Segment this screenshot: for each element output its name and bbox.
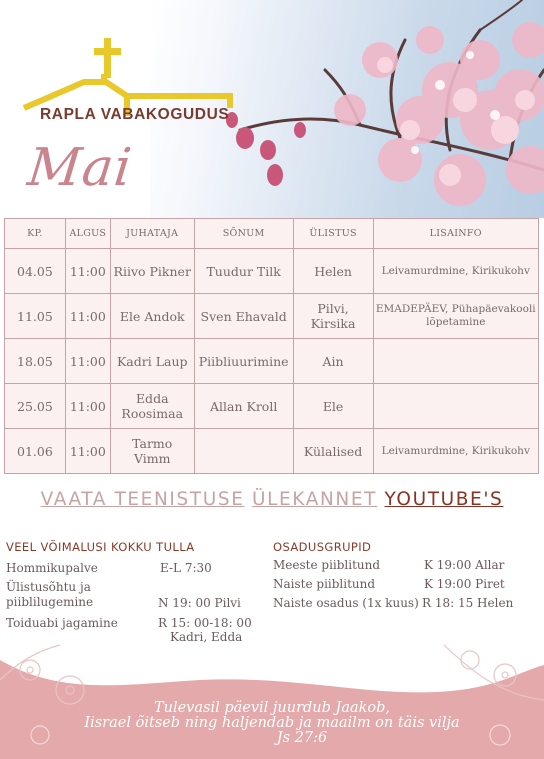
- column-header-leader: JUHATAJA: [110, 219, 194, 249]
- cell-date: 01.06: [5, 429, 66, 474]
- youtube-text-part2: ÜLEKANNET: [251, 489, 378, 510]
- cell-message: [194, 429, 293, 474]
- cell-date: 11.05: [5, 294, 66, 339]
- table-row: [5, 294, 539, 339]
- meeting-name: Toiduabi jagamine: [6, 616, 118, 630]
- cell-start: 11:00: [65, 429, 110, 474]
- youtube-text-part1: VAATA TEENISTUSE: [40, 489, 245, 510]
- cell-start: 11:00: [65, 249, 110, 294]
- column-header-info: LISAINFO: [373, 219, 538, 249]
- cell-worship: Helen: [293, 249, 373, 294]
- group-time: K 19:00 Allar: [424, 558, 505, 572]
- cell-date: 25.05: [5, 384, 66, 429]
- cell-start: 11:00: [65, 339, 110, 384]
- meeting-name: Ülistusõhtu ja piiblilugemine: [6, 580, 94, 609]
- meeting-people: Kadri, Edda: [170, 630, 243, 644]
- cell-start: 11:00: [65, 294, 110, 339]
- cell-leader: Riivo Pikner: [110, 249, 194, 294]
- table-row: [5, 339, 539, 384]
- cell-message: Sven Ehavald: [194, 294, 293, 339]
- group-name: Naiste osadus (1x kuus): [273, 596, 419, 610]
- group-time: K 19:00 Piret: [424, 577, 505, 591]
- cell-leader: Tarmo Vimm: [110, 429, 194, 474]
- cell-worship: Pilvi, Kirsika: [293, 294, 373, 339]
- cell-worship: Külalised: [293, 429, 373, 474]
- cell-info: [373, 339, 538, 384]
- group-name: Naiste piiblitund: [273, 577, 376, 591]
- verse-reference: Js 27:6: [276, 730, 328, 746]
- cell-info: Leivamurdmine, Kirikukohv: [373, 429, 538, 474]
- verse-line-2: Iisrael õitseb ning haljendab ja maailm on täis vilja: [84, 715, 460, 731]
- youtube-text-part3: YOUTUBE'S: [384, 489, 504, 510]
- column-header-message: SÕNUM: [194, 219, 293, 249]
- cell-message: Piibliuurimine: [194, 339, 293, 384]
- church-name: RAPLA VABAKOGUDUS: [40, 106, 230, 123]
- youtube-broadcast-link[interactable]: [0, 489, 544, 510]
- group-name: Meeste piiblitund: [273, 558, 381, 572]
- meeting-time: E-L 7:30: [160, 561, 212, 575]
- bible-verse: [0, 701, 544, 746]
- cell-message: Allan Kroll: [194, 384, 293, 429]
- meeting-name: Hommikupalve: [6, 561, 98, 575]
- cell-info: [373, 384, 538, 429]
- table-row: [5, 249, 539, 294]
- service-schedule-table: [4, 218, 539, 474]
- cell-worship: Ele: [293, 384, 373, 429]
- cell-date: 04.05: [5, 249, 66, 294]
- table-row: [5, 429, 539, 474]
- cell-info: Leivamurdmine, Kirikukohv: [373, 249, 538, 294]
- cell-leader: Kadri Laup: [110, 339, 194, 384]
- cell-date: 18.05: [5, 339, 66, 384]
- group-time: R 18: 15 Helen: [422, 596, 514, 610]
- cell-worship: Ain: [293, 339, 373, 384]
- cell-leader: Edda Roosimaa: [110, 384, 194, 429]
- verse-line-1: Tulevasil päevil juurdub Jaakob,: [153, 700, 391, 716]
- table-row: [5, 384, 539, 429]
- cell-info: EMADEPÄEV, Pühapäevakooli lõpetamine: [373, 294, 538, 339]
- column-header-worship: ÜLISTUS: [293, 219, 373, 249]
- cell-start: 11:00: [65, 384, 110, 429]
- cell-leader: Ele Andok: [110, 294, 194, 339]
- meeting-time: R 15: 00-18: 00: [158, 616, 252, 630]
- table-header-row: [5, 219, 539, 249]
- column-header-start: ALGUS: [65, 219, 110, 249]
- cell-message: Tuudur Tilk: [194, 249, 293, 294]
- meeting-time: N 19: 00 Pilvi: [158, 596, 241, 610]
- column-header-date: KP.: [5, 219, 66, 249]
- groups-heading: OSADUSGRUPID: [273, 540, 372, 554]
- month-title: Mai: [24, 138, 136, 198]
- meetings-heading: VEEL VÕIMALUSI KOKKU TULLA: [6, 540, 195, 554]
